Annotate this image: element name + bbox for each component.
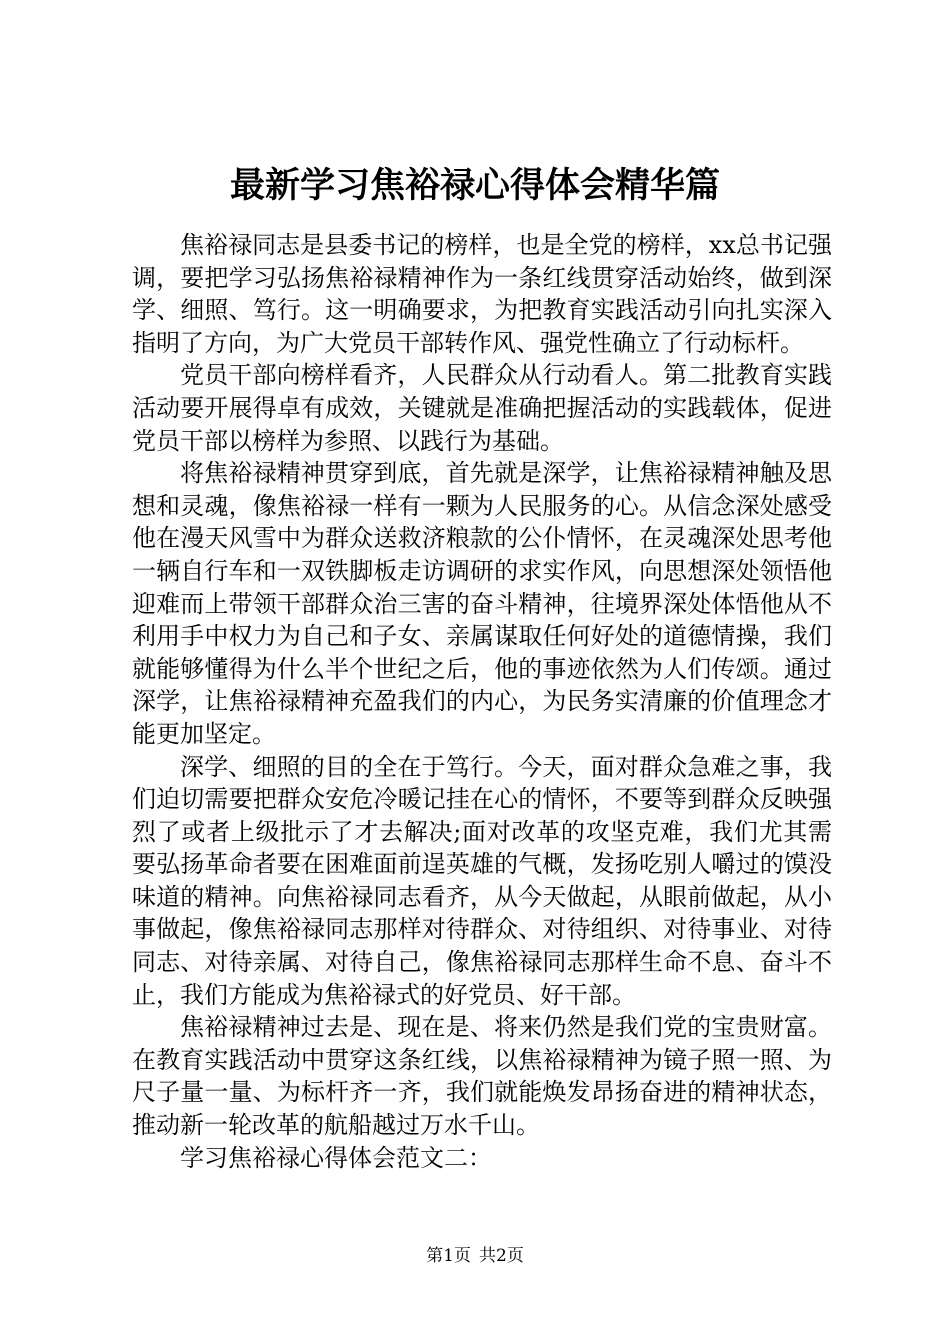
page-number: 第1页 <box>426 1246 471 1266</box>
document-body <box>132 229 832 1174</box>
body-paragraph: 将焦裕禄精神贯穿到底，首先就是深学，让焦裕禄精神触及思想和灵魂，像焦裕禄一样有一颗为人民服务的心。从信念深处感受他在漫天风雪中为群众送救济粮款的公仆情怀，在灵魂深处思考他一辆自行车和一双铁脚板走访调研的求实作风，向思想深处领悟他迎难而上带领干部群众治三害的奋斗精神，往境界深处体悟他从不利用手中权力为自己和子女、亲属谋取任何好处的道德情操，我们就能够懂得为什么半个世纪之后，他的事迹依然为人们传颂。通过深学，让焦裕禄精神充盈我们的内心，为民务实清廉的价值理念才能更加坚定。 <box>132 459 832 748</box>
page-footer <box>0 1245 950 1267</box>
document-title: 最新学习焦裕禄心得体会精华篇 <box>229 165 720 206</box>
body-paragraph: 焦裕禄同志是县委书记的榜样，也是全党的榜样，xx总书记强调，要把学习弘扬焦裕禄精神作为一条红线贯穿活动始终，做到深学、细照、笃行。这一明确要求，为把教育实践活动引向扎实深入指明了方向，为广大党员干部转作风、强党性确立了行动标杆。 <box>132 231 832 357</box>
body-paragraph: 深学、细照的目的全在于笃行。今天，面对群众急难之事，我们迫切需要把群众安危冷暖记挂在心的情怀，不要等到群众反映强烈了或者上级批示了才去解决;面对改革的攻坚克难，我们尤其需要弘扬革命者要在困难面前逞英雄的气概，发扬吃别人嚼过的馍没味道的精神。向焦裕禄同志看齐，从今天做起，从眼前做起，从小事做起，像焦裕禄同志那样对待群众、对待组织、对待事业、对待同志、对待亲属、对待自己，像焦裕禄同志那样生命不息、奋斗不止，我们方能成为焦裕禄式的好党员、好干部。 <box>132 752 832 1009</box>
body-paragraph: 焦裕禄精神过去是、现在是、将来仍然是我们党的宝贵财富。在教育实践活动中贯穿这条红线，以焦裕禄精神为镜子照一照、为尺子量一量、为标杆齐一齐，我们就能焕发昂扬奋进的精神状态，推动新一轮改革的航船越过万水千山。 <box>132 1013 832 1140</box>
section-heading-paragraph: 学习焦裕禄心得体会范文二： <box>180 1143 492 1172</box>
body-paragraph: 党员干部向榜样看齐，人民群众从行动看人。第二批教育实践活动要开展得卓有成效，关键就是准确把握活动的实践载体，促进党员干部以榜样为参照、以践行为基础。 <box>132 361 832 455</box>
page-total: 共2页 <box>479 1246 524 1266</box>
